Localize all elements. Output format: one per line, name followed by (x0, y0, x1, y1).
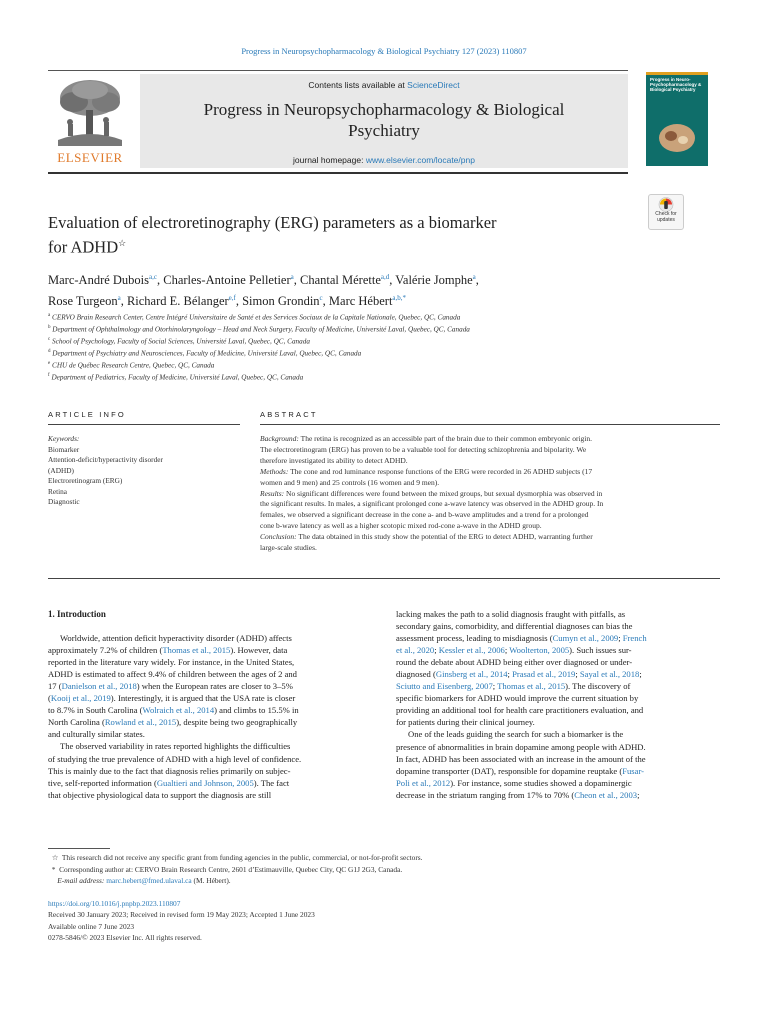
text-run: presence of abnormalities in brain dopamine among people with ADHD. (396, 741, 646, 752)
citation-link[interactable]: Cumyn et al., 2009 (552, 633, 619, 644)
citation-link[interactable]: Cheon et al., 2003 (574, 789, 638, 800)
text-line (48, 668, 374, 680)
affiliation-item (48, 311, 668, 323)
text-line (396, 644, 720, 656)
citation-link[interactable]: Kooij et al., 2019 (50, 693, 111, 704)
author-affiliation-marks[interactable]: a,c (149, 273, 157, 281)
sciencedirect-link[interactable]: ScienceDirect (407, 80, 460, 90)
section-heading-introduction: 1. Introduction (48, 609, 106, 619)
citation-link[interactable]: Sciutto and Eisenberg, 2007 (396, 681, 493, 692)
text-run: ; (504, 645, 510, 656)
article-title (48, 212, 608, 258)
text-run: ; (639, 669, 642, 680)
text-run: assessment process, leading to misdiagnosis ( (396, 633, 553, 644)
text-run: tive, self-reported information ( (48, 777, 157, 788)
text-run: diagnosed ( (396, 669, 436, 680)
text-run: reported in the literature vary widely. For instance, in the United States, (48, 657, 295, 668)
text-line (396, 765, 720, 777)
introduction-right-text (396, 608, 720, 801)
text-line (396, 680, 720, 692)
text-run: One of the leads guiding the search for such a biomarker is the (408, 729, 624, 740)
journal-homepage-link[interactable]: www.elsevier.com/locate/pnp (365, 155, 475, 165)
author-separator: , (120, 294, 127, 308)
text-line (396, 632, 720, 644)
text-run: ( (48, 693, 51, 704)
text-line (396, 777, 720, 789)
text-run: ). The discovery of (565, 681, 631, 692)
affiliation-item (48, 323, 668, 335)
text-line (260, 499, 720, 510)
citation-link[interactable]: Sayal et al., 2018 (579, 669, 640, 680)
author-affiliation-marks[interactable]: a (117, 294, 121, 302)
cover-image-icon (652, 116, 702, 156)
contents-prefix: Contents lists available at (308, 80, 408, 90)
author-email-link[interactable]: marc.hebert@fmed.ulaval.ca (106, 876, 192, 886)
author-line-1 (48, 268, 648, 289)
author-separator: , (156, 273, 164, 287)
affiliation-mark: b (48, 324, 51, 330)
text-run: of studying the true prevalence of ADHD with a high level of confidence. (48, 753, 302, 764)
text-run: women and 9 men) and 25 controls (16 women and 9 men). (260, 477, 440, 487)
citation-link[interactable]: Poli et al., 2012 (396, 777, 451, 788)
citation-link[interactable]: Fusar- (622, 765, 645, 776)
corresponding-footnote (48, 864, 728, 876)
text-run: secondary gains, comorbidity, and differential diagnoses can bias the (396, 621, 633, 632)
text-run: round the debate about ADHD being either over diagnosed or under- (396, 657, 633, 668)
text-run: dopamine transporter (DAT), responsible for dopamine reuptake ( (396, 765, 623, 776)
author-name[interactable]: Charles-Antoine Pelletier (163, 273, 291, 287)
email-label: E-mail address: (57, 876, 105, 886)
keyword-item[interactable]: Electroretinogram (ERG) (48, 476, 123, 485)
author-name[interactable]: Marc-André Dubois (48, 273, 150, 287)
homepage-line (140, 155, 628, 165)
author-line-2 (48, 289, 648, 310)
author-list (48, 268, 648, 310)
text-line (396, 692, 720, 704)
affiliation-text: Department of Psychiatry and Neurosciences, Faculty of Medicine, Université Laval, Quebec, QC, Canada (52, 349, 362, 358)
text-run: ; (507, 669, 513, 680)
abstract-section-label: Results: (260, 488, 285, 498)
text-line (260, 478, 720, 489)
text-line (48, 632, 374, 644)
received-dates: Received 30 January 2023; Received in revised form 19 May 2023; Accepted 1 June 2023 (48, 910, 315, 920)
text-run: ; (492, 681, 498, 692)
author-affiliation-marks[interactable]: a (290, 273, 294, 281)
cover-title: Progress in Neuro-Psychopharmacology & Biological Psychiatry (650, 77, 702, 93)
text-line (396, 608, 720, 620)
email-footnote (48, 875, 728, 887)
text-run: the significant results. In males, a significant prolonged cone a-wave latency was observed in the ADHD group. In (260, 499, 604, 509)
text-line (48, 716, 374, 728)
text-line (396, 716, 720, 728)
text-line (48, 692, 374, 704)
text-line (396, 753, 720, 765)
text-run: ADHD is estimated to affect 9.4% of children between the ages of 2 and (48, 669, 297, 680)
affiliation-text: School of Psychology, Faculty of Social Sciences, Université Laval, Quebec, QC, Canada (52, 337, 310, 346)
affiliation-mark: d (48, 348, 51, 354)
author-affiliation-marks[interactable]: a,b,* (392, 294, 407, 302)
text-line (260, 445, 720, 456)
citation-link[interactable]: Kessler et al., 2006 (438, 645, 505, 656)
contents-line (140, 80, 628, 90)
text-line (396, 741, 720, 753)
affiliation-text: CERVO Brain Research Center, Centre Intégré Universitaire de Santé et des Services Sociaux de la Capitale Nationale, Quebec, QC, Canada (52, 313, 461, 322)
text-line (48, 656, 374, 668)
copyright: 0278-5846/© 2023 Elsevier Inc. All rights reserved. (48, 933, 202, 943)
abstract-bottom-rule (48, 578, 720, 579)
abstract-heading: ABSTRACT (260, 410, 318, 419)
author-name[interactable]: Chantal Mérette (300, 273, 381, 287)
text-run: ) and climbs to 15.5% in (214, 705, 299, 716)
header-top-rule (48, 70, 628, 71)
text-run: decrease in the striatum ranging from 17% to 70% ( (396, 789, 575, 800)
text-run: 17 ( (48, 681, 62, 692)
author-separator: , (293, 273, 300, 287)
abstract-rule (260, 424, 720, 425)
crossmark-icon (658, 197, 674, 212)
text-run: ), despite being two geographically (176, 717, 298, 728)
text-line (48, 753, 374, 765)
text-run: and culturally similar states. (48, 729, 145, 740)
affiliation-item (48, 371, 668, 383)
affiliation-list (48, 311, 668, 383)
text-line (260, 532, 720, 543)
text-line (48, 789, 374, 801)
citation-link[interactable]: Prasad et al., 2019 (512, 669, 576, 680)
citation-link[interactable]: Woolterton, 2005 (509, 645, 570, 656)
author-separator: , (235, 294, 243, 308)
text-line (260, 456, 720, 467)
text-run: The data obtained in this study show the potential of the ERG to detect ADHD, warranting further (296, 532, 593, 542)
text-line (396, 728, 720, 740)
affiliation-item (48, 335, 668, 347)
text-line (48, 680, 374, 692)
check-for-updates-button[interactable] (648, 194, 684, 230)
text-run: that objective physiological data to support the diagnosis are still (48, 789, 272, 800)
text-line (260, 434, 720, 445)
abstract-text (260, 434, 720, 554)
header-bottom-rule (48, 172, 628, 174)
doi-link[interactable]: https://doi.org/10.1016/j.pnpbp.2023.110807 (48, 899, 181, 908)
text-run: large-scale studies. (260, 543, 317, 553)
text-run: ) when the European rates are closer to 3–5% (136, 681, 293, 692)
affiliation-text: Department of Ophthalmology and Otorhinolaryngology – Head and Neck Surgery, Faculty of Medicine, Université Laval, Quebec, QC, Canada (52, 325, 470, 334)
keyword-item[interactable]: Attention-deficit/hyperactivity disorder (48, 455, 163, 464)
keyword-item[interactable]: Diagnostic (48, 497, 80, 506)
text-run: No significant differences were found between the mixed groups, but sexual dysmorphia was observed in (284, 488, 603, 498)
citation-link[interactable]: Thomas et al., 2015 (497, 681, 566, 692)
text-line (48, 644, 374, 656)
citation-link[interactable]: Thomas et al., 2015 (162, 645, 231, 656)
text-line (48, 740, 374, 752)
introduction-left-text (48, 632, 374, 801)
author-name[interactable]: Rose Turgeon (48, 294, 118, 308)
text-run: therefore investigated its ability to detect ADHD. (260, 455, 408, 465)
text-line (260, 543, 720, 554)
text-run: to 8.7% in South Carolina ( (48, 705, 143, 716)
text-run: ; (434, 645, 439, 656)
article-title-line-2 (48, 233, 608, 258)
affiliation-mark: e (48, 360, 51, 366)
journal-title-line-1: Progress in Neuropsychopharmacology & Biological (203, 100, 565, 119)
text-run: ). Such issues sur- (569, 645, 632, 656)
author-separator: , (475, 273, 479, 287)
affiliation-text: CHU de Québec Research Centre, Quebec, QC, Canada (52, 361, 215, 370)
citation-link[interactable]: Wolraich et al., 2014 (142, 705, 215, 716)
author-name[interactable]: Valérie Jomphe (395, 273, 473, 287)
text-line (48, 728, 374, 740)
footnote-mark-asterisk: * (51, 864, 56, 874)
cover-band (646, 72, 708, 75)
journal-citation[interactable]: Progress in Neuropsychopharmacology & Biological Psychiatry 127 (2023) 110807 (241, 46, 527, 56)
text-run: providing an additional tool for health care practitioners evaluation, and (396, 705, 644, 716)
corresponding-footnote-text: Corresponding author at: CERVO Brain Research Centre, 2601 d’Estimauville, Quebec City, QC G1J 2G3, Canada. (59, 864, 403, 874)
affiliation-item (48, 347, 668, 359)
author-separator: , (322, 294, 329, 308)
affiliation-mark: f (48, 372, 50, 378)
text-line (396, 704, 720, 716)
author-name[interactable]: Marc Hébert (328, 294, 393, 308)
abstract-section-label: Background: (260, 434, 299, 443)
funding-footnote (48, 852, 728, 864)
text-line (396, 620, 720, 632)
article-title-line-1: Evaluation of electroretinography (ERG) parameters as a biomarker (48, 213, 497, 232)
keyword-item[interactable]: (ADHD) (48, 465, 74, 475)
text-run: ; (575, 669, 580, 680)
text-run: specific biomarkers for ADHD would improve the current situation by (396, 693, 639, 704)
publisher-name: ELSEVIER (57, 150, 123, 165)
author-affiliation-marks[interactable]: a,d (380, 273, 390, 281)
text-line (48, 777, 374, 789)
article-meta (48, 898, 728, 944)
body-column-left (48, 608, 374, 801)
check-for-updates-label: Check for updates (655, 211, 677, 223)
author-name[interactable]: Simon Grondin (242, 294, 320, 308)
text-line (396, 789, 720, 801)
author-affiliation-marks[interactable]: e,f (228, 294, 236, 302)
text-run: approximately 7.2% of children ( (48, 645, 163, 656)
author-name[interactable]: Richard E. Bélanger (126, 294, 229, 308)
text-run: ; (618, 633, 623, 644)
footnotes (48, 852, 728, 887)
citation-link[interactable]: et al., 2020 (396, 645, 435, 656)
text-line (48, 704, 374, 716)
journal-title-line-2: Psychiatry (348, 121, 420, 140)
keywords-block (48, 434, 238, 508)
text-line (260, 510, 720, 521)
text-run: ). However, data (230, 645, 288, 656)
article-title-text: for ADHD (48, 237, 119, 257)
text-run: The electroretinogram (ERG) has proven to be a valuable tool for detecting schizophrenia and bipolarity. We (260, 444, 587, 454)
available-online: Available online 7 June 2023 (48, 921, 135, 931)
footnote-rule (48, 848, 110, 849)
text-run: The cone and rod luminance response functions of the ERG were recorded in 26 ADHD subjects (17 (288, 466, 593, 476)
citation-link[interactable]: Danielson et al., 2018 (61, 681, 137, 692)
abstract-section-label: Conclusion: (260, 532, 297, 542)
text-line (396, 668, 720, 680)
keyword-item[interactable]: Retina (48, 486, 68, 496)
citation-link[interactable]: Gualtieri and Johnson, 2005 (156, 777, 254, 788)
text-run: ; (637, 789, 640, 800)
author-affiliation-marks[interactable]: a (472, 273, 476, 281)
keywords-label: Keywords: (48, 434, 80, 443)
text-line (260, 521, 720, 532)
text-run: The observed variability in rates reported highlights the difficulties (60, 741, 291, 752)
citation-link[interactable]: Rowland et al., 2015 (104, 717, 177, 728)
text-run: lacking makes the path to a solid diagnosis fraught with pitfalls, as (396, 609, 626, 619)
affiliation-mark: a (48, 313, 51, 318)
email-suffix: (M. Hébert). (191, 876, 231, 886)
journal-cover-thumbnail[interactable] (646, 72, 708, 166)
article-info-heading: ARTICLE INFO (48, 410, 126, 419)
text-run: females, we observed a significant decrease in the cone a- and b-wave amplitudes and a trend for a prolonged (260, 510, 589, 520)
text-run: ). For instance, some studies showed a dopaminergic (450, 777, 632, 788)
title-footnote-mark[interactable]: ☆ (118, 238, 127, 248)
text-run: Worldwide, attention deficit hyperactivity disorder (ADHD) affects (60, 633, 292, 644)
text-line (260, 489, 720, 500)
text-line (396, 656, 720, 668)
text-line (48, 765, 374, 777)
body-column-right (396, 608, 720, 801)
affiliation-text: Department of Pediatrics, Faculty of Medicine, Université Laval, Quebec, QC, Canada (51, 373, 304, 382)
journal-title[interactable] (140, 99, 628, 141)
affiliation-mark: c (48, 336, 51, 342)
text-run: The retina is recognized as an accessible part of the brain due to their common embryonic origin. (298, 434, 592, 443)
keyword-item[interactable]: Biomarker (48, 444, 80, 454)
author-affiliation-marks[interactable]: c (319, 294, 323, 302)
affiliation-item (48, 359, 668, 371)
abstract-section-label: Methods: (260, 466, 289, 476)
text-run: In fact, ADHD has been associated with an increase in the amount of the (396, 753, 646, 764)
text-run: ). Interestingly, it is argued that the USA rate is closer (110, 693, 296, 704)
citation-link[interactable]: French (622, 633, 647, 644)
funding-footnote-text: This research did not receive any specific grant from funding agencies in the public, commercial, or not-for-profit sectors. (61, 853, 423, 862)
footnote-mark-star: ☆ (51, 853, 59, 862)
text-run: North Carolina ( (48, 717, 105, 728)
author-separator: , (389, 273, 396, 287)
text-line (260, 467, 720, 478)
homepage-prefix: journal homepage: (293, 155, 366, 165)
text-run: ). The fact (253, 777, 290, 788)
citation-link[interactable]: Ginsberg et al., 2014 (435, 669, 508, 680)
article-info-rule (48, 424, 240, 425)
text-run: This is mainly due to the fact that diagnosis relies primarily on subjec- (48, 765, 291, 776)
text-run: cone b-wave latency as well as a higher scotopic mixed rod-cone a-wave in the ADHD group. (260, 521, 542, 531)
text-run: for patients during their clinical journey. (396, 717, 535, 728)
